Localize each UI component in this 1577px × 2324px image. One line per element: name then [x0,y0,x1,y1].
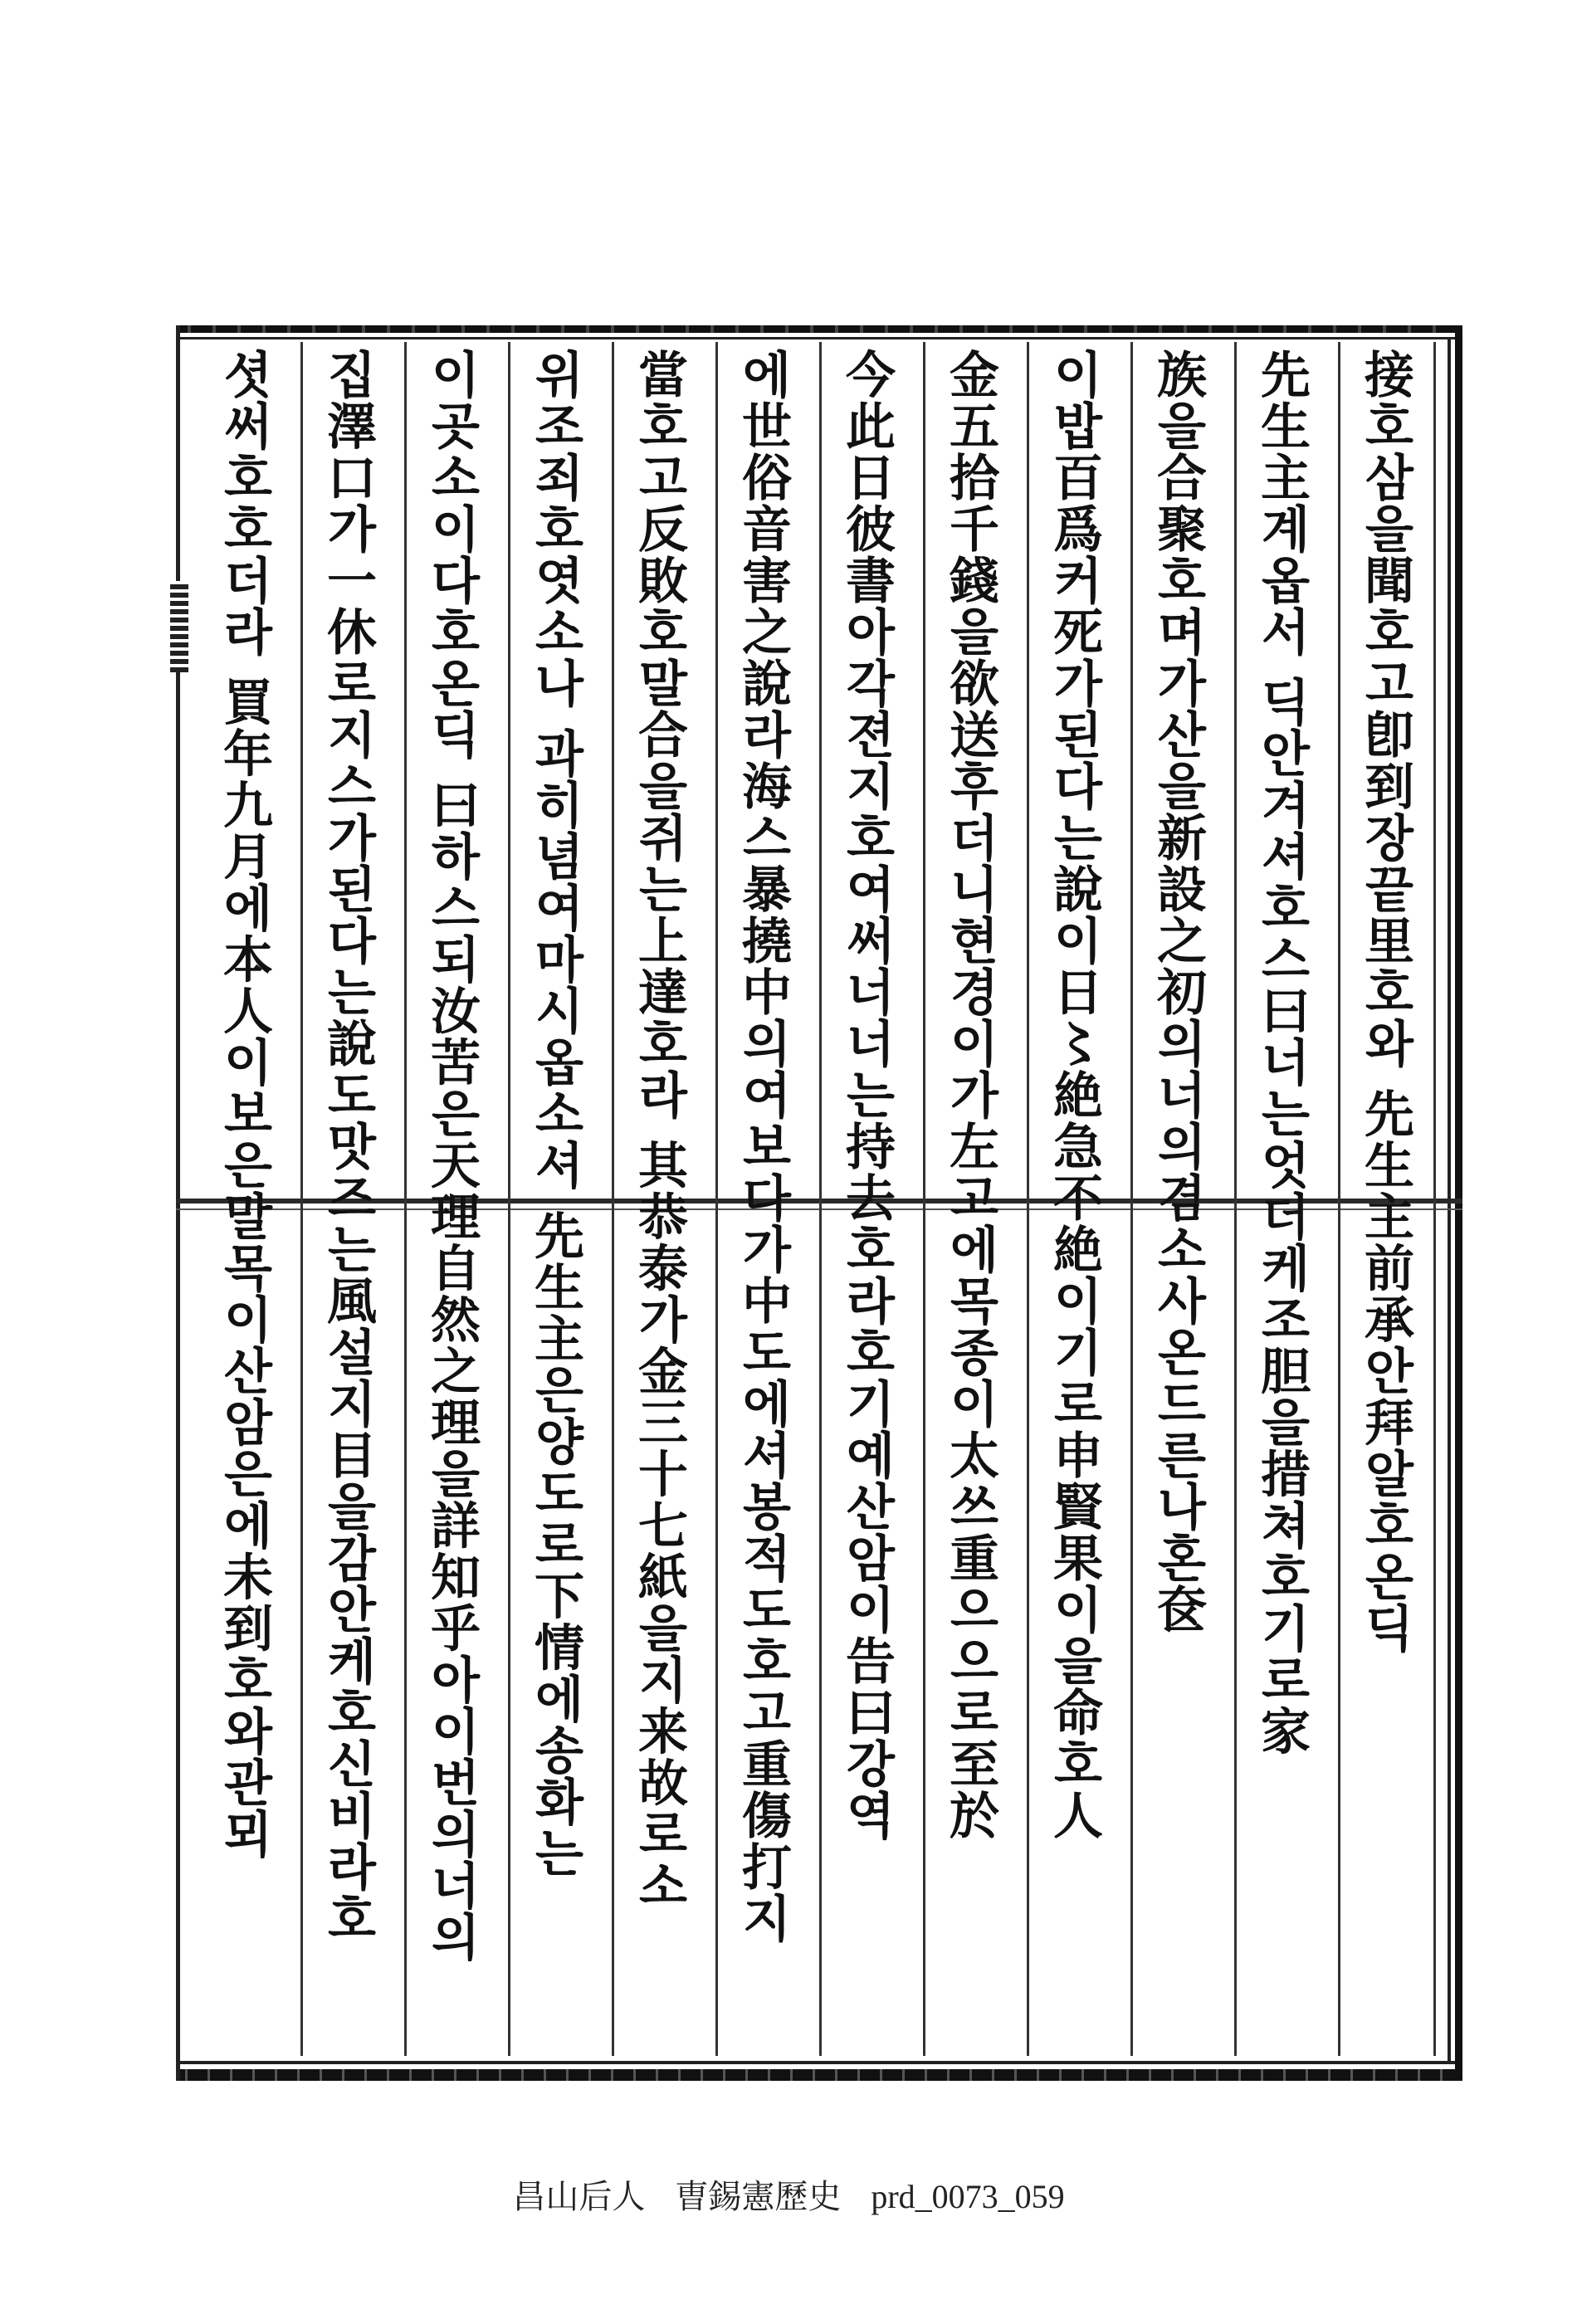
binding-smudge [170,581,188,672]
text-column-2: 先生主계옵서 딕안겨셔호스曰너는엇더케조胆을措쳐호기로家 [1252,349,1311,1757]
text-column-6: 今此日彼書아각젼지호여써너너는持去호라호기예산암이告曰강역 [837,349,896,1841]
text-column-7: 에世俗音害之說라海스暴撓中의여보다가中도에셔봉적도호고重傷打지 [734,349,792,1944]
text-column-9: 위조죄호엿소나 과히념여마시옵소셔 先生主은양도로下情에송화는 [526,349,584,1879]
top-inner-border [176,337,1462,339]
text-column-11: 집澤口가一休로지스가된다는說도맛즈는風설지目을감안케호신비라호 [319,349,377,1944]
manuscript-page [176,325,1462,2081]
text-column-3: 族을合聚호며가산을新設之初의너의겸소사온드른나혼奁 [1149,349,1207,1635]
bottom-inner-border [176,2061,1462,2064]
page-caption [0,2170,1577,2218]
caption-author: 昌山后人 [512,2178,646,2215]
text-column-1: 接호삼을聞호고卽到장끝里호와 先生主前承안拜알호온딕 [1356,349,1414,1654]
caption-code: prd_0073_059 [871,2178,1065,2215]
caption-title: 曺錫憲歷史 [675,2178,842,2215]
text-column-5: 金五拾千錢을欲送후더니현경이가左고에목종이太쓰重으으로至於 [941,349,999,1841]
text-columns [193,349,1438,2042]
text-column-10: 이곳소이다호온딕 曰하스되汝苦은天理自然之理을詳知乎아이번의너의 [422,349,481,1963]
bottom-border [176,2069,1462,2081]
text-column-12: 셧써호호더라 買年九月에本人이보은말목이산암은에未到호와관뫼 [215,349,273,1860]
text-column-4: 이밥百爲커死가된다는說이日〻絶急不絶이기로申賢果이을命호人 [1045,349,1103,1841]
text-column-8: 當호고反敗호말合을쥐는上達호라 其恭泰가金三十七紙을지来故로소 [630,349,688,1911]
top-border [176,325,1462,333]
